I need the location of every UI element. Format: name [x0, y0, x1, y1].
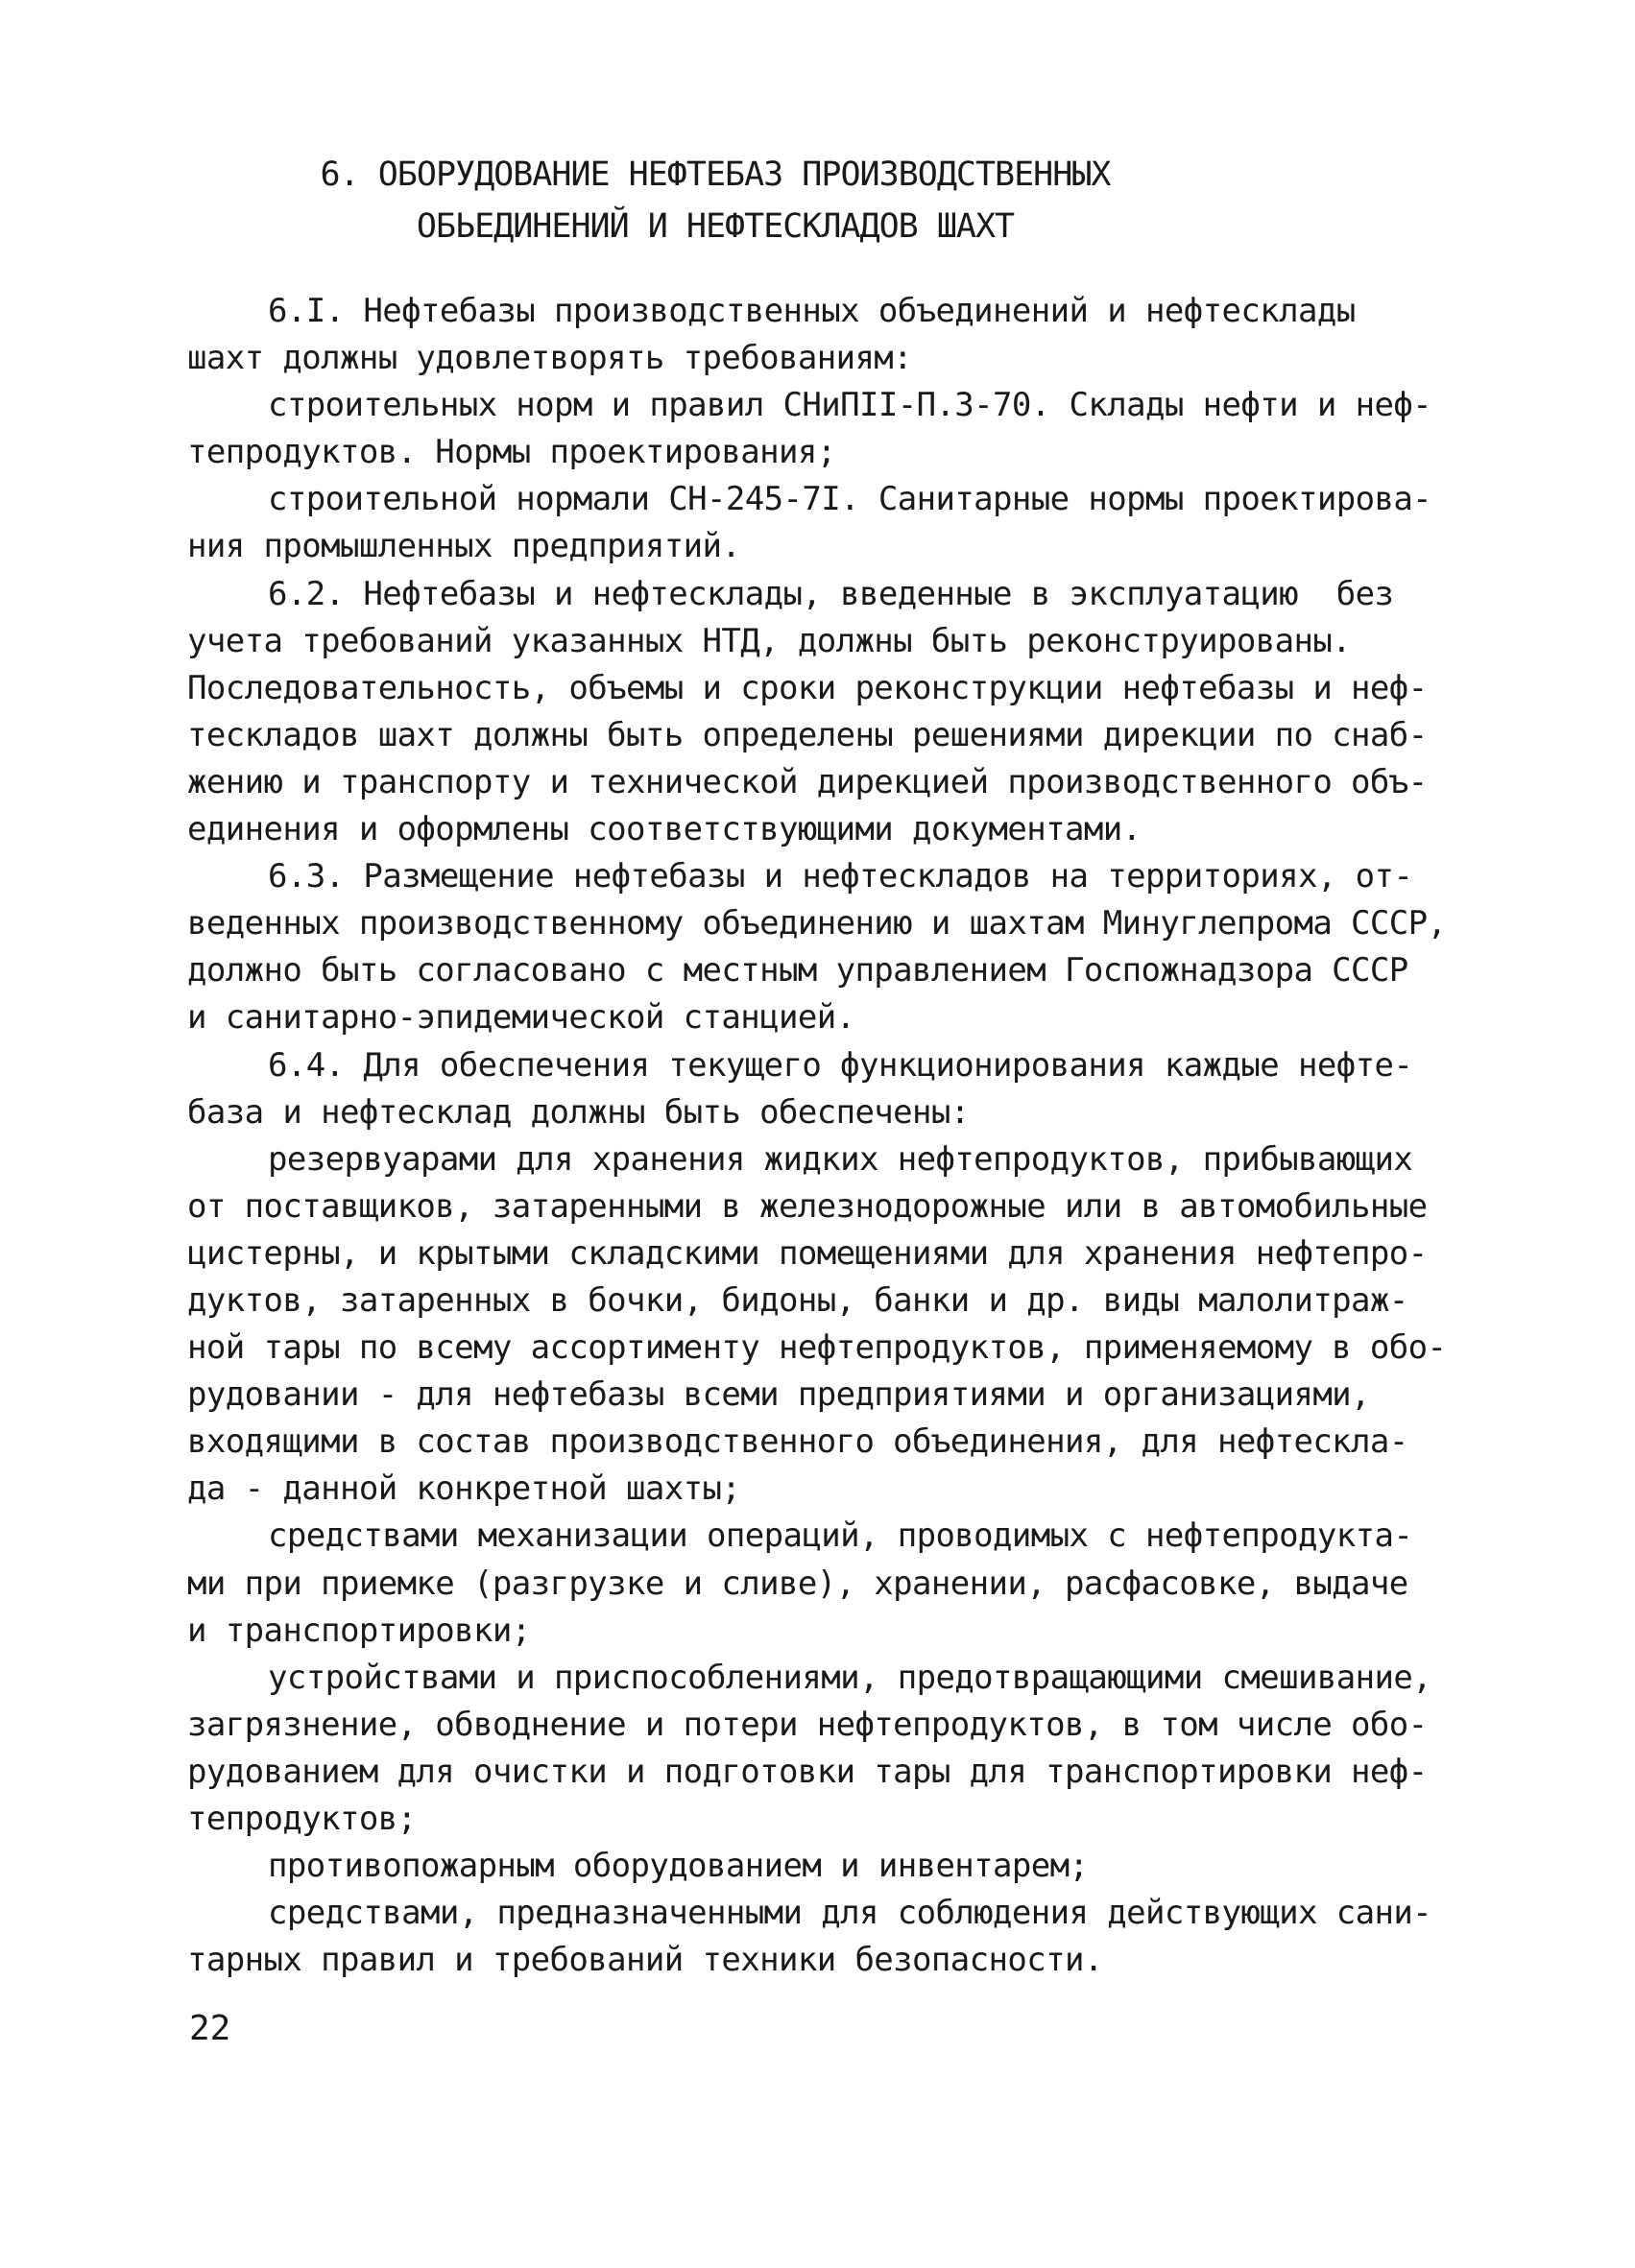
text-line: тепродуктов; — [187, 1800, 417, 1838]
page-number: 22 — [189, 2009, 231, 2048]
text-line: средствами, предназначенными для соблюдения действующих сани- — [268, 1894, 1432, 1933]
text-line: да - данной конкретной шахты; — [187, 1469, 741, 1509]
text-line: и санитарно-эпидемической станцией. — [187, 998, 855, 1038]
text-line: учета требований указанных НТД, должны быть реконструированы. — [187, 621, 1352, 660]
text-line: шахт должны удовлетворять требованиям: — [187, 339, 913, 378]
text-line: веденных производственному объединению и шахтам Минуглепрома СССР, — [187, 904, 1447, 943]
text-line: 6.2. Нефтебазы и нефтесклады, введенные в эксплуатацию без — [268, 574, 1394, 613]
text-line: рудовании - для нефтебазы всеми предприятиями и организациями, — [187, 1375, 1370, 1415]
text-line: база и нефтесклад должны быть обеспечены: — [187, 1092, 970, 1132]
section-title-line-2: ОБЬЕДИНЕНИЙ И НЕФТЕСКЛАДОВ ШАХТ — [416, 207, 1015, 246]
text-line: Последовательность, объемы и сроки реконструкции нефтебазы и неф- — [187, 668, 1428, 707]
text-line: дуктов, затаренных в бочки, бидоны, банки и др. виды малолитраж- — [187, 1280, 1408, 1320]
text-line: 6.I. Нефтебазы производственных объединений и нефтесклады — [268, 292, 1356, 330]
text-line: ния промышленных предприятий. — [187, 527, 741, 566]
text-line: тарных правил и требований техники безопасности. — [187, 1941, 1103, 1980]
text-line: жению и транспорту и технической дирекцией производственного объ- — [187, 762, 1428, 801]
text-line: средствами механизации операций, проводимых с нефтепродукта- — [268, 1516, 1413, 1556]
text-line: строительной нормали СН-245-7I. Санитарные нормы проектирова- — [268, 480, 1432, 519]
section-title-line-1: 6. ОБОРУДОВАНИЕ НЕФТЕБАЗ ПРОИЗВОДСТВЕННЫХ — [320, 155, 1111, 194]
text-line: 6.3. Размещение нефтебазы и нефтескладов на территориях, от- — [268, 857, 1413, 896]
text-line: от поставщиков, затаренными в железнодорожные или в автомобильные — [187, 1186, 1428, 1226]
text-line: резервуарами для хранения жидких нефтепродуктов, прибывающих — [268, 1139, 1413, 1179]
text-line: входящими в состав производственного объединения, для нефтескла- — [187, 1422, 1408, 1462]
text-line: цистерны, и крытыми складскими помещениями для хранения нефтепро- — [187, 1233, 1428, 1273]
text-line: тескладов шахт должны быть определены решениями дирекции по снаб- — [187, 715, 1428, 754]
body-text — [187, 288, 1464, 1984]
text-line: единения и оформлены соответствующими документами. — [187, 810, 1142, 849]
text-line: строительных норм и правил СНиПII-П.3-70. Склады нефти и неф- — [268, 386, 1432, 425]
text-line: 6.4. Для обеспечения текущего функционирования каждые нефте- — [268, 1045, 1413, 1085]
text-line: устройствами и приспособлениями, предотвращающими смешивание, — [268, 1658, 1432, 1697]
text-line: тепродуктов. Нормы проектирования; — [187, 433, 836, 472]
text-line: ми при приемке (разгрузке и сливе), хранении, расфасовке, выдаче — [187, 1564, 1408, 1603]
text-line: и транспортировки; — [187, 1611, 531, 1650]
text-line: должно быть согласовано с местным управлением Госпожнадзора СССР — [187, 951, 1408, 991]
text-line: загрязнение, обводнение и потери нефтепродуктов, в том числе обо- — [187, 1705, 1428, 1744]
text-line: противопожарным оборудованием и инвентарем; — [268, 1847, 1089, 1886]
section-title — [187, 149, 1243, 252]
text-line: рудованием для очистки и подготовки тары для транспортировки неф- — [187, 1752, 1428, 1791]
text-line: ной тары по всему ассортименту нефтепродуктов, применяемому в обо- — [187, 1328, 1447, 1368]
